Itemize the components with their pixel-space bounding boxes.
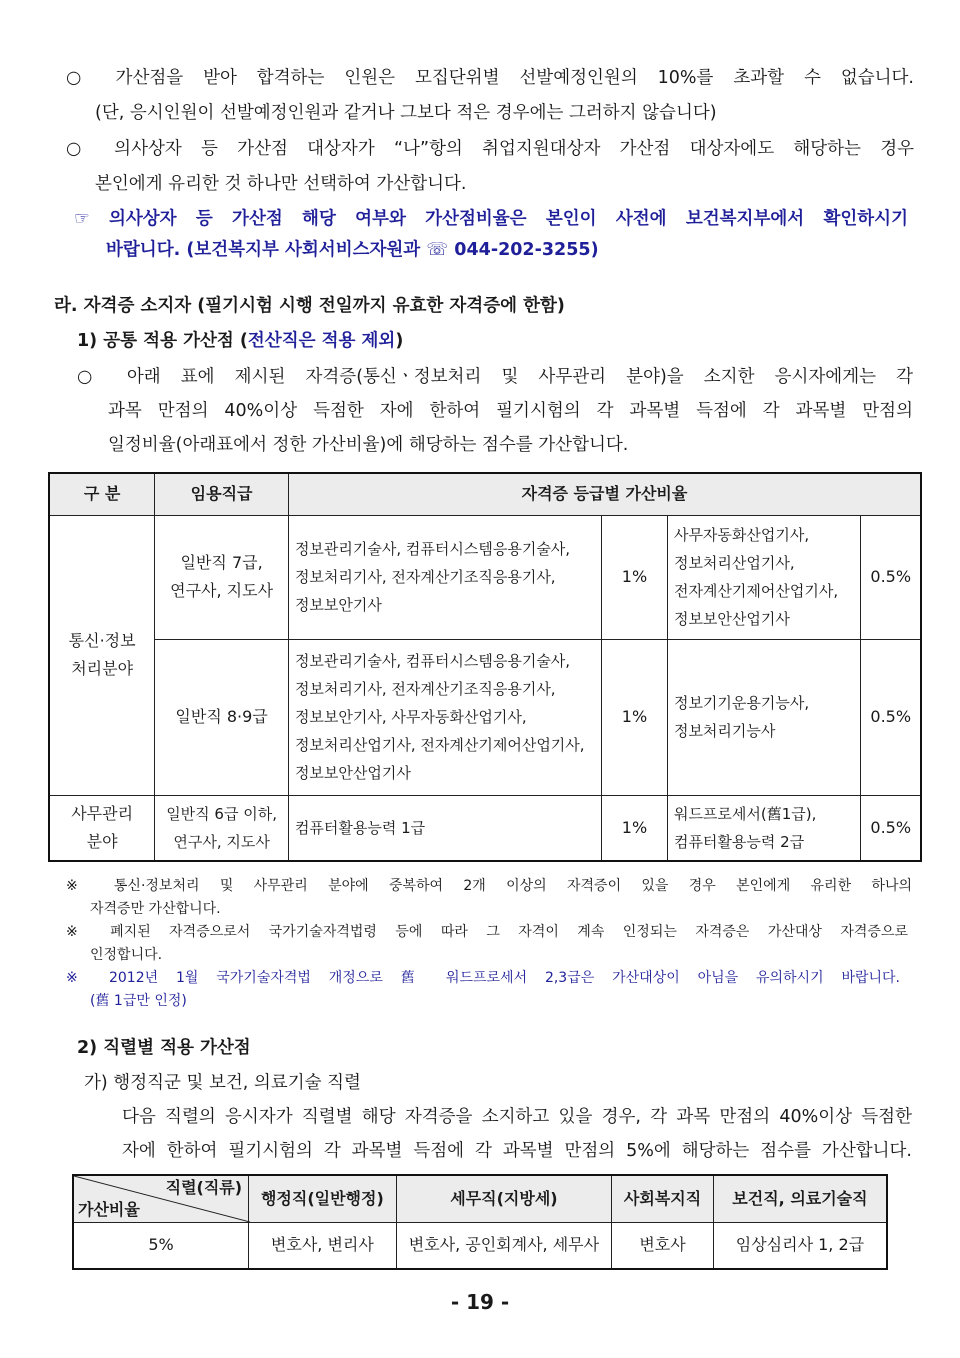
note3-line2: (舊 1급만 인정) [90, 993, 187, 1009]
row2-certs-a: 정보관리기술사, 컴퓨터시스템응용기술사, 정보처리기사, 전자계산기조직응용기사, 정보보안기사, 사무자동화산업기사, 정보처리산업기사, 전자계산기제어산업기사, 정보보안산업기사 [288, 639, 601, 795]
note2-line2: 인정합니다. [90, 947, 163, 963]
row2-grade: 일반직 8·9급 [155, 639, 289, 795]
section2-para-line2: 자에 한하여 필기시험의 각 과목별 득점에 각 과목별 만점의 5%에 해당하는 점수를 가산합니다. [122, 1141, 912, 1161]
row3-grade: 일반직 6급 이하, 연구사, 지도사 [155, 795, 289, 861]
header-tax: 세무직(지방세) [396, 1175, 611, 1223]
row3-certs-b: 워드프로세서(舊1급), 컴퓨터활용능력 2급 [667, 795, 861, 861]
row1-rate-a: 1% [602, 515, 668, 639]
subsection-common-suffix: ) [395, 331, 404, 351]
note2-line1: ※ 폐지된 자격증으로서 국가기술자격법령 등에 따라 그 자격이 계속 인정되는 자격증은 가산대상 자격증으로 [66, 924, 908, 940]
diag-rate-label: 가산비율 [78, 1200, 140, 1219]
header-rate: 자격증 등급별 가산비율 [288, 473, 921, 515]
row2-rate-b: 0.5% [861, 639, 921, 795]
row1-grade: 일반직 7급, 연구사, 지도사 [155, 515, 289, 639]
row3-rate-a: 1% [602, 795, 668, 861]
diag-series-label: 직렬(직류) [165, 1178, 243, 1197]
row1-rate-b: 0.5% [861, 515, 921, 639]
welfare-certs: 변호사 [612, 1223, 714, 1269]
subsection-common-prefix: 1) 공통 적용 가산점 ( [77, 331, 248, 351]
row2-rate-a: 1% [602, 639, 668, 795]
paragraph-quota-line1: ○ 가산점을 받아 합격하는 인원은 모집단위별 선발예정인원의 10%를 초과할 수 없습니다. [66, 68, 914, 88]
note1-line2: 자격증만 가산합니다. [90, 901, 221, 917]
group-it: 통신·정보 처리분야 [49, 515, 155, 795]
subsection-ga-title: 가) 행정직군 및 보건, 의료기술 직렬 [84, 1073, 361, 1093]
diagonal-header [73, 1175, 249, 1223]
common-para-line2: 과목 만점의 40%이상 득점한 자에 한하여 필기시험의 각 과목별 득점에 각 과목별 만점의 [108, 401, 913, 421]
header-health: 보건직, 의료기술직 [713, 1175, 887, 1223]
note3-line1: ※ 2012년 1월 국가기술자격법 개정으로 舊 워드프로세서 2,3급은 가산대상이 아님을 유의하시기 바랍니다. [66, 970, 900, 986]
row2-certs-b: 정보기기운용기능사, 정보처리기능사 [667, 639, 861, 795]
group-office: 사무관리 분야 [49, 795, 155, 861]
subsection-common-title [77, 329, 403, 353]
notice-line1: ☞ 의사상자 등 가산점 해당 여부와 가산점비율은 본인이 사전에 보건복지부에서 확인하시기 [74, 209, 908, 229]
row3-rate-b: 0.5% [861, 795, 921, 861]
common-para-line1: ○ 아래 표에 제시된 자격증(통신ㆍ정보처리 및 사무관리 분야)을 소지한 응시자에게는 각 [77, 367, 913, 387]
section2-title: 2) 직렬별 적용 가산점 [77, 1038, 251, 1058]
exclusion-highlight: 전산직은 적용 제외 [247, 331, 396, 351]
note1-line1: ※ 통신·정보처리 및 사무관리 분야에 중복하여 2개 이상의 자격증이 있을 경우 본인에게 유리한 하나의 [66, 878, 912, 894]
paragraph-choose-line2: 본인에게 유리한 것 하나만 선택하여 가산합니다. [95, 174, 467, 194]
admin-certs: 변호사, 변리사 [249, 1223, 397, 1269]
header-grade: 임용직급 [155, 473, 289, 515]
header-admin: 행정직(일반행정) [249, 1175, 397, 1223]
certificate-rate-table [48, 472, 922, 862]
rate-cell: 5% [73, 1223, 249, 1269]
health-certs: 임상심리사 1, 2급 [713, 1223, 887, 1269]
notice-line2: 바랍니다. (보건복지부 사회서비스자원과 ☏ 044-202-3255) [106, 240, 599, 260]
header-category: 구 분 [49, 473, 155, 515]
row1-certs-b: 사무자동화산업기사, 정보처리산업기사, 전자계산기제어산업기사, 정보보안산업기사 [667, 515, 861, 639]
section2-para-line1: 다음 직렬의 응시자가 직렬별 해당 자격증을 소지하고 있을 경우, 각 과목 만점의 40%이상 득점한 [122, 1107, 912, 1127]
row3-certs-a: 컴퓨터활용능력 1급 [288, 795, 601, 861]
page-number: - 19 - [450, 1290, 510, 1314]
paragraph-quota-line2: (단, 응시인원이 선발예정인원과 같거나 그보다 적은 경우에는 그러하지 않습니다) [95, 103, 717, 123]
section-ra-title: 라. 자격증 소지자 (필기시험 시행 전일까지 유효한 자격증에 한함) [54, 296, 565, 316]
common-para-line3: 일정비율(아래표에서 정한 가산비율)에 해당하는 점수를 가산합니다. [108, 435, 629, 455]
tax-certs: 변호사, 공인회계사, 세무사 [396, 1223, 611, 1269]
job-series-table [72, 1174, 888, 1270]
paragraph-choose-line1: ○ 의사상자 등 가산점 대상자가 “나”항의 취업지원대상자 가산점 대상자에도 해당하는 경우 [66, 139, 914, 159]
header-welfare: 사회복지직 [612, 1175, 714, 1223]
row1-certs-a: 정보관리기술사, 컴퓨터시스템응용기술사, 정보처리기사, 전자계산기조직응용기사, 정보보안기사 [288, 515, 601, 639]
